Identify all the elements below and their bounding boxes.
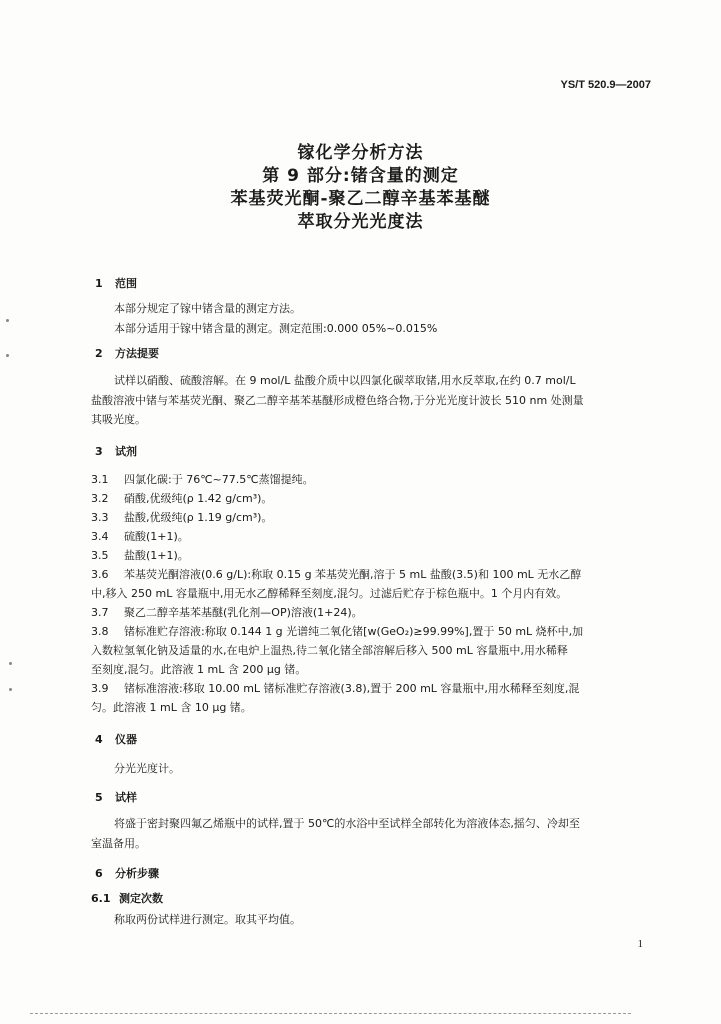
- section-2: [91, 345, 659, 429]
- section-number: 4: [95, 733, 103, 746]
- section-6: [91, 865, 659, 930]
- reagent-item-continuation: 入数粒氢氧化钠及适量的水,在电炉上温热,待二氧化锗全部溶解后移入 500 mL 容量瓶中,用水稀释: [91, 644, 568, 657]
- section-number: 3: [95, 445, 103, 458]
- title-line-4: 萃取分光光度法: [297, 212, 424, 232]
- paragraph-continuation: 其吸光度。: [91, 413, 146, 426]
- title-line-2: 第 9 部分:锗含量的测定: [262, 166, 459, 186]
- section-title: 仪器: [115, 733, 137, 746]
- item-number: 3.4: [91, 530, 109, 543]
- item-text: 四氯化碳:于 76℃~77.5℃蒸馏提纯。: [124, 473, 314, 486]
- item-number: 3.2: [91, 492, 109, 505]
- paragraph: 将盛于密封聚四氟乙烯瓶中的试样,置于 50℃的水浴中至试样全部转化为溶液体态,摇匀、冷却至: [114, 817, 580, 830]
- document-title: [0, 142, 721, 234]
- paragraph: 称取两份试样进行测定。取其平均值。: [114, 913, 301, 926]
- section-heading: [91, 731, 659, 747]
- item-text: 盐酸(1+1)。: [124, 549, 189, 562]
- section-title: 试剂: [115, 445, 137, 458]
- section-heading: [91, 865, 659, 881]
- paragraph: 分光光度计。: [114, 762, 180, 775]
- paragraph-continuation: 室温备用。: [91, 837, 146, 850]
- section-number: 2: [95, 347, 103, 360]
- page-number: 1: [637, 938, 643, 950]
- item-number: 3.8: [91, 625, 109, 638]
- item-number: 3.9: [91, 682, 109, 695]
- item-text: 苯基荧光酮溶液(0.6 g/L):称取 0.15 g 苯基荧光酮,溶于 5 mL 盐酸(3.5)和 100 mL 无水乙醇: [124, 568, 582, 581]
- title-line-3: 苯基荧光酮-聚乙二醇辛基苯基醚: [230, 189, 491, 209]
- paragraph: 本部分规定了镓中锗含量的测定方法。: [114, 302, 301, 315]
- section-number: 5: [95, 791, 103, 804]
- item-text: 硫酸(1+1)。: [124, 530, 189, 543]
- reagent-item: [91, 622, 659, 641]
- document-body: [91, 275, 659, 930]
- scan-speck: [9, 688, 12, 691]
- subsection-number: 6.1: [91, 892, 111, 905]
- section-title: 试样: [115, 791, 137, 804]
- section-heading: [91, 275, 659, 291]
- section-heading: [91, 443, 659, 459]
- section-title: 分析步骤: [115, 867, 159, 880]
- reagent-item: [91, 527, 659, 546]
- paragraph: 本部分适用于镓中锗含量的测定。测定范围:0.000 05%~0.015%: [114, 322, 438, 335]
- reagent-item: [91, 508, 659, 527]
- section-number: 1: [95, 277, 103, 290]
- section-3: [91, 443, 659, 717]
- reagent-item-continuation: 匀。此溶液 1 mL 含 10 μg 锗。: [91, 701, 252, 714]
- item-text: 锗标准溶液:移取 10.00 mL 锗标准贮存溶液(3.8),置于 200 mL 容量瓶中,用水稀释至刻度,混: [124, 682, 580, 695]
- reagent-item-continuation: 中,移入 250 mL 容量瓶中,用无水乙醇稀释至刻度,混匀。过滤后贮存于棕色瓶中。1 个月内有效。: [91, 587, 568, 600]
- reagent-item: [91, 546, 659, 565]
- item-text: 锗标准贮存溶液:称取 0.144 1 g 光谱纯二氧化锗[w(GeO₂)≥99.99%],置于 50 mL 烧杯中,加: [124, 625, 584, 638]
- section-heading: [91, 789, 659, 805]
- reagent-item: [91, 603, 659, 622]
- reagent-item-continuation: 至刻度,混匀。此溶液 1 mL 含 200 μg 锗。: [91, 663, 307, 676]
- item-number: 3.1: [91, 473, 109, 486]
- paragraph: 试样以硝酸、硫酸溶解。在 9 mol/L 盐酸介质中以四氯化碳萃取锗,用水反萃取,在约 0.7 mol/L: [114, 374, 576, 387]
- reagent-item: [91, 679, 659, 698]
- section-heading: [91, 345, 659, 361]
- paragraph-continuation: 盐酸溶液中锗与苯基荧光酮、聚乙二醇辛基苯基醚形成橙色络合物,于分光光度计波长 510 nm 处测量: [91, 394, 584, 407]
- reagent-item: [91, 565, 659, 584]
- scan-speck: [6, 319, 9, 322]
- item-text: 盐酸,优级纯(ρ 1.19 g/cm³)。: [124, 511, 273, 524]
- reagent-item: [91, 489, 659, 508]
- section-5: [91, 789, 659, 853]
- subsection-heading: [91, 890, 659, 906]
- item-text: 硝酸,优级纯(ρ 1.42 g/cm³)。: [124, 492, 273, 505]
- reagent-item: [91, 470, 659, 489]
- standard-code: YS/T 520.9—2007: [560, 79, 651, 91]
- scan-edge-line: [30, 1013, 631, 1015]
- section-title: 范围: [115, 277, 137, 290]
- item-number: 3.6: [91, 568, 109, 581]
- title-line-1: 镓化学分析方法: [297, 143, 424, 163]
- subsection-title: 测定次数: [119, 892, 163, 905]
- section-title: 方法提要: [115, 347, 159, 360]
- section-1: [91, 275, 659, 339]
- scan-speck: [6, 354, 9, 357]
- item-number: 3.3: [91, 511, 109, 524]
- item-number: 3.5: [91, 549, 109, 562]
- item-number: 3.7: [91, 606, 109, 619]
- scan-speck: [9, 662, 12, 665]
- section-number: 6: [95, 867, 103, 880]
- item-text: 聚乙二醇辛基苯基醚(乳化剂—OP)溶液(1+24)。: [124, 606, 363, 619]
- section-4: [91, 731, 659, 779]
